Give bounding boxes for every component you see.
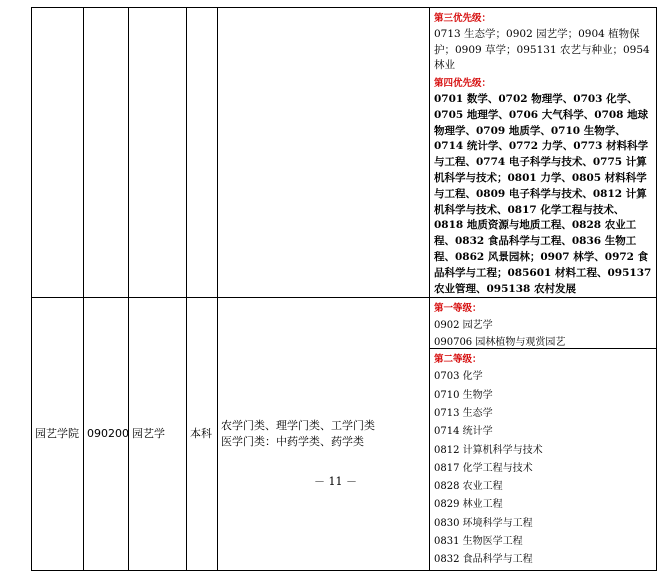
priority4-title: 第四优先级： (434, 78, 492, 90)
level-cell (187, 298, 218, 570)
level2-item: 0830 环境科学与工程 (434, 517, 533, 529)
level1-block (430, 301, 656, 348)
level2-item: 0713 生态学 (434, 407, 493, 419)
college-name: 园艺学院 (35, 426, 79, 440)
level2-item: 0828 农业工程 (434, 481, 503, 493)
table-row (32, 298, 657, 570)
page-number: － 11 － (314, 475, 357, 488)
level2-item: 0817 化学工程与技术 (434, 462, 533, 474)
level2-title: 第二等级： (434, 354, 482, 366)
college-cell (32, 298, 84, 570)
level1-item: 0902 园艺学 (434, 320, 493, 332)
level2-item: 0710 生物学 (434, 389, 493, 401)
priority3-block (430, 11, 656, 297)
major-cell (129, 298, 187, 570)
level1-item: 090706 园林植物与观赏园艺 (434, 336, 566, 348)
degree-level: 本科 (190, 426, 212, 440)
level2-item: 0832 食品科学与工程 (434, 554, 533, 566)
priority3-title: 第三优先级： (434, 13, 492, 24)
code-cell-empty (84, 8, 129, 298)
level2-item: 0831 生物医学工程 (434, 536, 523, 548)
major-code: 090200 (87, 426, 129, 440)
table-row (32, 8, 657, 298)
level2-item: 0714 统计学 (434, 426, 493, 438)
major-cell-empty (129, 8, 187, 298)
priority-cell (430, 8, 657, 298)
priority4-text: 0701 数学、0702 物理学、0703 化学、0705 地理学、0706 大气科学、0708 地球物理学、0709 地质学、0710 生物学、0714 统计学、0772 力学、0773 材料科学与工程、0774 电子科学与技术、0775 计算机科学与技术；0801 力学、0805 材料科学与工程、0809 电子科学与技术、0812 计算机科学与技术、0817 化学工程与技术、0818 地质资源与地质工程、0828 农业工程、0832 食品科学与工程、0836 生物工程、0862 风景园林；0907 林学、0972 食品科学与工程；085601 材料工程、095137 农业管理、095138 农村发展 (434, 92, 652, 295)
level2-item: 0829 林业工程 (434, 499, 503, 511)
category-cell (218, 298, 430, 570)
code-cell (84, 298, 129, 570)
major-categories: 农学门类、理学门类、工学门类医学门类：中药学类、药学类 (221, 418, 375, 448)
level2-item: 0812 计算机科学与技术 (434, 444, 543, 456)
level2-block (430, 348, 656, 569)
level-cell-detail (430, 298, 657, 570)
level-cell-empty (187, 8, 218, 298)
category-cell-empty (218, 8, 430, 298)
level1-title: 第一等级： (434, 303, 482, 315)
level2-item: 0703 化学 (434, 371, 483, 383)
college-cell-empty (32, 8, 84, 298)
major-name: 园艺学 (132, 426, 165, 440)
priority3-text: 0713 生态学；0902 园艺学；0904 植物保护；0909 草学；095131 农艺与种业；0954 林业 (434, 27, 650, 72)
